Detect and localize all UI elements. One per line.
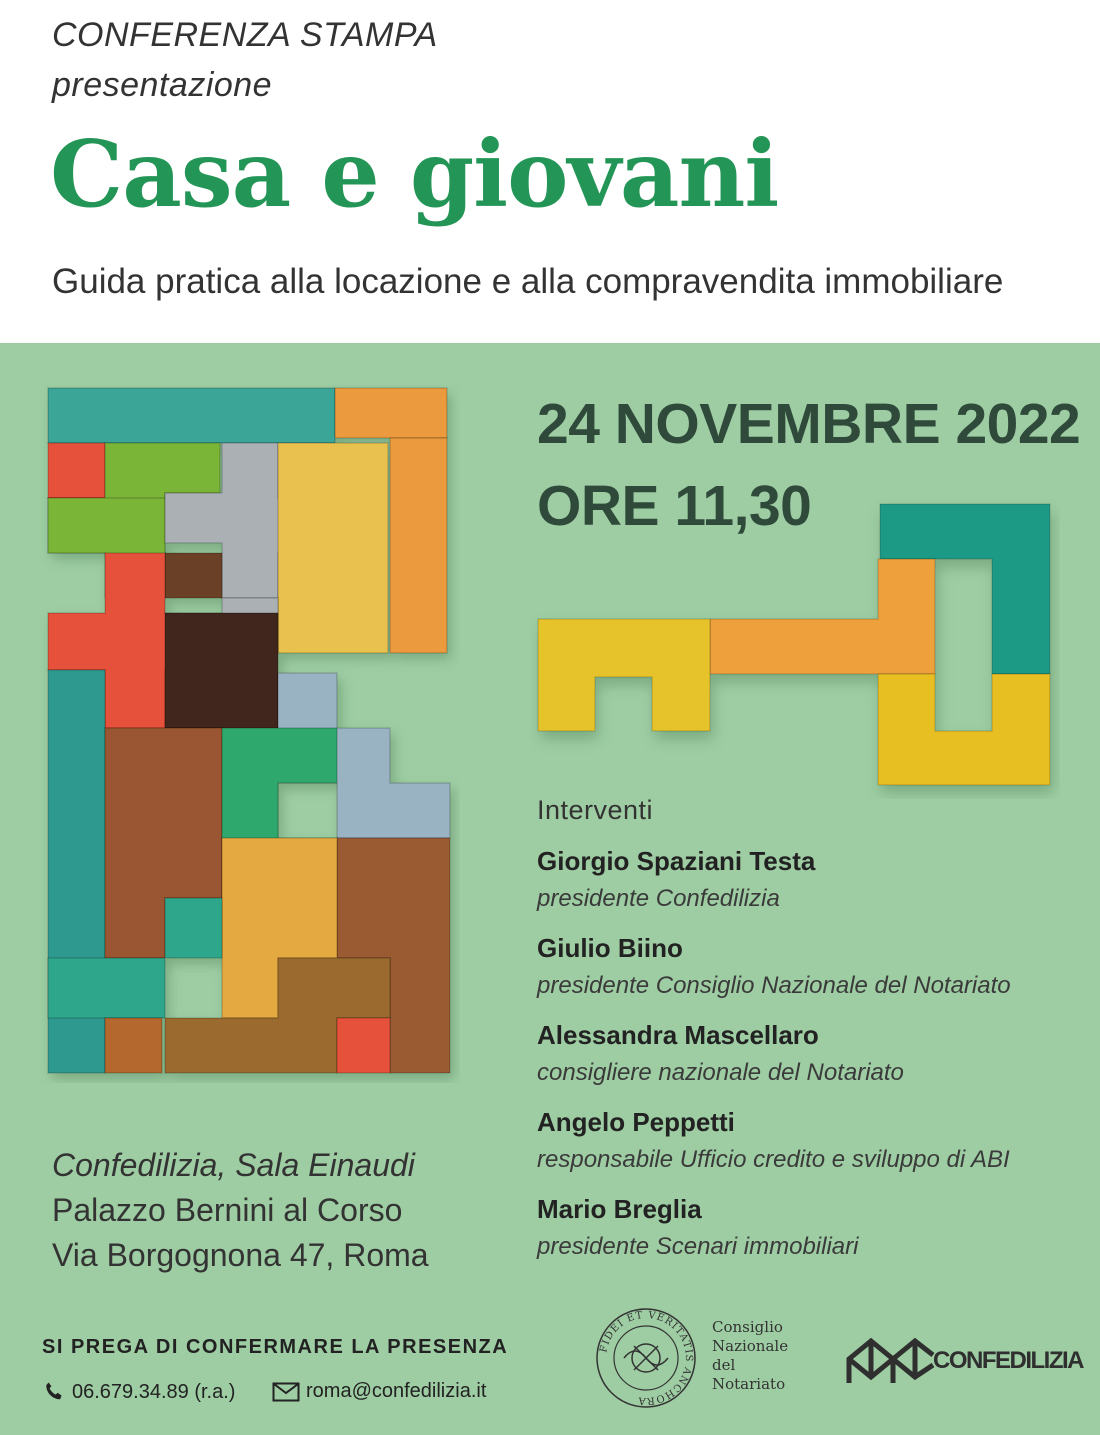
notariato-seal-logo xyxy=(594,1306,698,1410)
confedilizia-wordmark: CONFEDILIZIA xyxy=(933,1347,1083,1374)
notariato-logo-text xyxy=(712,1318,788,1394)
puzzle-key-illustration xyxy=(530,499,1060,799)
speaker-item xyxy=(537,933,1077,1020)
confedilizia-logo xyxy=(845,1335,1083,1387)
venue-line-2: Palazzo Bernini al Corso xyxy=(52,1192,403,1228)
speaker-name: Giulio Biino xyxy=(537,933,683,963)
speaker-name: Alessandra Mascellaro xyxy=(537,1020,819,1050)
page-subtitle: Guida pratica alla locazione e alla compravendita immobiliare xyxy=(52,262,1004,301)
speaker-name: Mario Breglia xyxy=(537,1194,702,1224)
speaker-name: Giorgio Spaziani Testa xyxy=(537,846,816,876)
event-date: 24 NOVEMBRE 2022 xyxy=(537,392,1081,456)
venue-line-3: Via Borgognona 47, Roma xyxy=(52,1237,429,1273)
phone-contact[interactable] xyxy=(42,1380,235,1404)
speaker-role: presidente Confedilizia xyxy=(537,885,780,912)
event-time: ORE 11,30 xyxy=(537,474,812,538)
notariato-line-4: Notariato xyxy=(712,1375,786,1393)
venue-address xyxy=(52,1143,429,1278)
envelope-icon xyxy=(272,1382,300,1402)
notariato-line-3: del xyxy=(712,1356,736,1374)
puzzle-illustration xyxy=(40,383,460,1083)
notariato-line-2: Nazionale xyxy=(712,1337,789,1355)
speaker-role: consigliere nazionale del Notariato xyxy=(537,1059,904,1086)
phone-icon xyxy=(42,1380,66,1404)
kicker-presentazione: presentazione xyxy=(52,66,273,104)
speaker-role: presidente Scenari immobiliari xyxy=(537,1233,859,1260)
green-panel xyxy=(0,343,1100,1435)
confedilizia-mark-icon xyxy=(845,1335,937,1387)
speaker-item xyxy=(537,1020,1077,1107)
page-title: Casa e giovani xyxy=(50,120,779,228)
speaker-item xyxy=(537,846,1077,933)
venue-line-1: Confedilizia, Sala Einaudi xyxy=(52,1147,415,1183)
svg-text:FIDEI ET VERITATIS ANCHORA: FIDEI ET VERITATIS ANCHORA xyxy=(598,1309,695,1407)
speaker-item xyxy=(537,1107,1077,1194)
notariato-line-1: Consiglio xyxy=(712,1318,783,1336)
kicker-conferenza-stampa: CONFERENZA STAMPA xyxy=(52,16,438,54)
speaker-role: responsabile Ufficio credito e sviluppo di ABI xyxy=(537,1146,1010,1173)
speaker-item xyxy=(537,1194,1077,1281)
email-address[interactable]: roma@confedilizia.it xyxy=(306,1380,487,1402)
speaker-name: Angelo Peppetti xyxy=(537,1107,735,1137)
speaker-role: presidente Consiglio Nazionale del Notariato xyxy=(537,972,1011,999)
phone-number[interactable]: 06.679.34.89 (r.a.) xyxy=(72,1380,236,1403)
rsvp-label: SI PREGA DI CONFERMARE LA PRESENZA xyxy=(42,1336,509,1358)
email-contact[interactable] xyxy=(272,1380,486,1403)
header-section xyxy=(0,0,1100,343)
interventi-label: Interventi xyxy=(537,795,654,825)
speaker-list xyxy=(537,846,1077,1281)
